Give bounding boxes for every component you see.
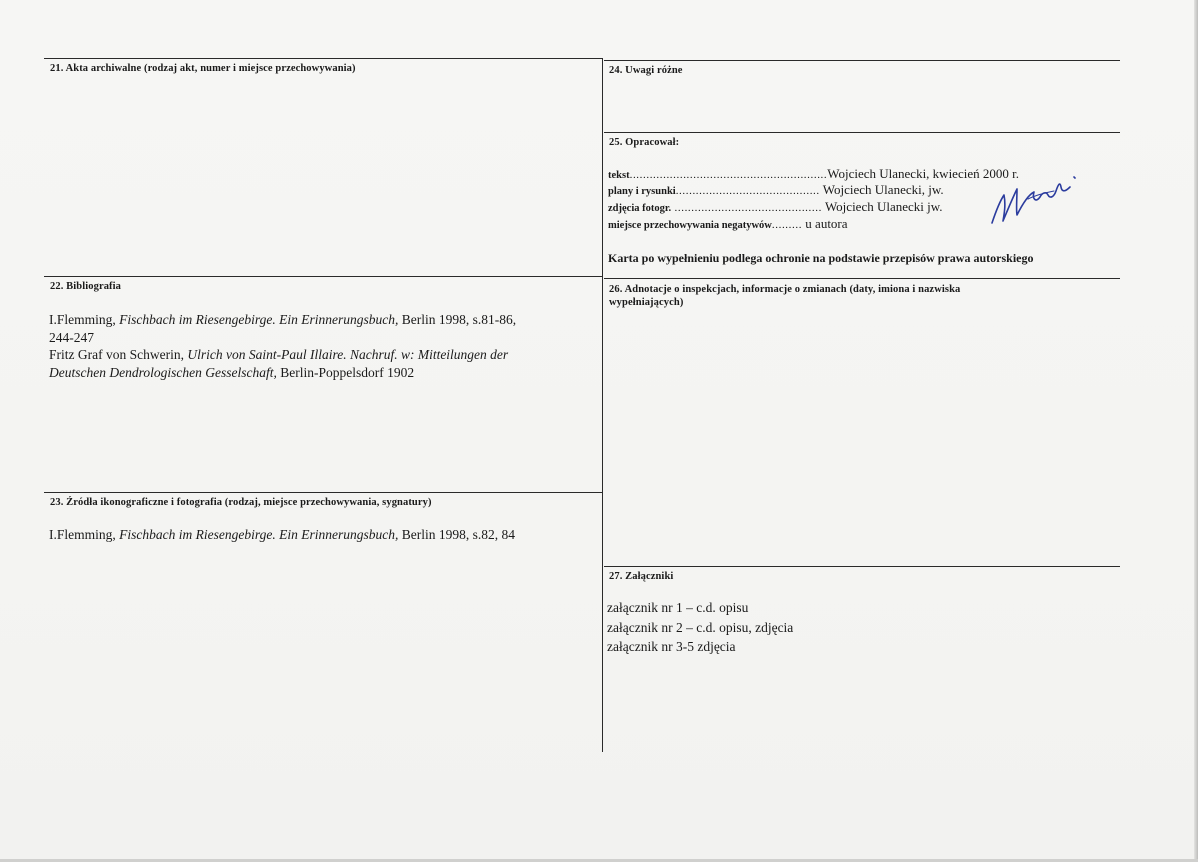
section-26-label-cont: wypełniających) bbox=[609, 297, 684, 308]
credit-dots-photos: ............................................ bbox=[671, 202, 822, 214]
bibliography-entry-1 bbox=[49, 311, 601, 329]
scan-edge-right bbox=[1194, 0, 1198, 862]
section-23-label: 23. Źródła ikonograficzne i fotografia (rodzaj, miejsce przechowywania, sygnatury) bbox=[50, 497, 432, 508]
credit-value-plans: Wojciech Ulanecki, jw. bbox=[819, 182, 944, 197]
iconography-author: I.Flemming, bbox=[49, 527, 116, 542]
section-24-label: 24. Uwagi różne bbox=[609, 65, 683, 76]
rule-27 bbox=[604, 566, 1120, 567]
credit-key-text: tekst bbox=[608, 170, 630, 181]
credit-dots-text: ........................................................... bbox=[629, 169, 828, 181]
credit-dots-negatives: ......... bbox=[771, 219, 803, 231]
ref1-author: I.Flemming, bbox=[49, 312, 116, 327]
credit-value-photos: Wojciech Ulanecki jw. bbox=[821, 199, 943, 214]
credit-key-photos: zdjęcia fotogr. bbox=[608, 203, 672, 214]
ref2-rest: Berlin-Poppelsdorf 1902 bbox=[276, 364, 415, 380]
attachment-item-1: załącznik nr 1 – c.d. opisu bbox=[607, 600, 749, 615]
top-rule-right bbox=[604, 60, 1120, 61]
section-21-label: 21. Akta archiwalne (rodzaj akt, numer i miejsce przechowywania) bbox=[50, 63, 356, 74]
rule-26 bbox=[604, 278, 1120, 279]
rule-25 bbox=[604, 132, 1120, 133]
credit-row-photos bbox=[608, 199, 943, 217]
credit-row-negatives bbox=[608, 216, 848, 234]
ref1-continuation: 244-247 bbox=[49, 329, 94, 345]
handwritten-signature-icon bbox=[984, 165, 1084, 229]
ref2-author: Fritz Graf von Schwerin, bbox=[49, 347, 184, 362]
ref1-rest: Berlin 1998, s.81-86, bbox=[398, 312, 517, 327]
section-25-label: 25. Opracował: bbox=[609, 137, 680, 148]
center-divider bbox=[602, 58, 603, 752]
credit-value-text: Wojciech Ulanecki, kwiecień 2000 r. bbox=[827, 166, 1019, 181]
bibliography-entries bbox=[49, 311, 601, 381]
ref2-title: Ulrich von Saint-Paul Illaire. Nachruf. w: Mitteilungen der bbox=[187, 347, 509, 362]
credit-key-negatives: miejsce przechowywania negatywów bbox=[608, 220, 772, 231]
ref2-title-cont: Deutschen Dendrologischen Gesselschaft, bbox=[49, 364, 277, 380]
ref1-title: Fischbach im Riesengebirge. Ein Erinnerungsbuch, bbox=[119, 312, 399, 327]
top-rule-left bbox=[44, 58, 602, 59]
iconography-entry bbox=[49, 526, 601, 544]
iconography-title: Fischbach im Riesengebirge. Ein Erinnerungsbuch, bbox=[119, 527, 399, 542]
section-27-label: 27. Załączniki bbox=[609, 571, 674, 582]
attachment-item-3: załącznik nr 3-5 zdjęcia bbox=[607, 639, 736, 654]
credit-key-plans: plany i rysunki bbox=[608, 186, 676, 197]
attachment-item-2: załącznik nr 2 – c.d. opisu, zdjęcia bbox=[607, 620, 794, 635]
section-26-label: 26. Adnotacje o inspekcjach, informacje o zmianach (daty, imiona i nazwiska bbox=[609, 284, 961, 295]
credit-value-negatives: u autora bbox=[802, 216, 848, 231]
bibliography-entry-2-cont bbox=[49, 364, 601, 382]
credit-dots-plans: ........................................... bbox=[675, 185, 820, 197]
copyright-notice: Karta po wypełnieniu podlega ochronie na podstawie przepisów prawa autorskiego bbox=[608, 251, 1034, 265]
rule-23 bbox=[44, 492, 602, 493]
section-22-label: 22. Bibliografia bbox=[50, 281, 122, 292]
bibliography-entry-2 bbox=[49, 346, 601, 364]
rule-22 bbox=[44, 276, 602, 277]
iconography-rest: Berlin 1998, s.82, 84 bbox=[398, 527, 515, 542]
credit-row-plans bbox=[608, 182, 944, 200]
